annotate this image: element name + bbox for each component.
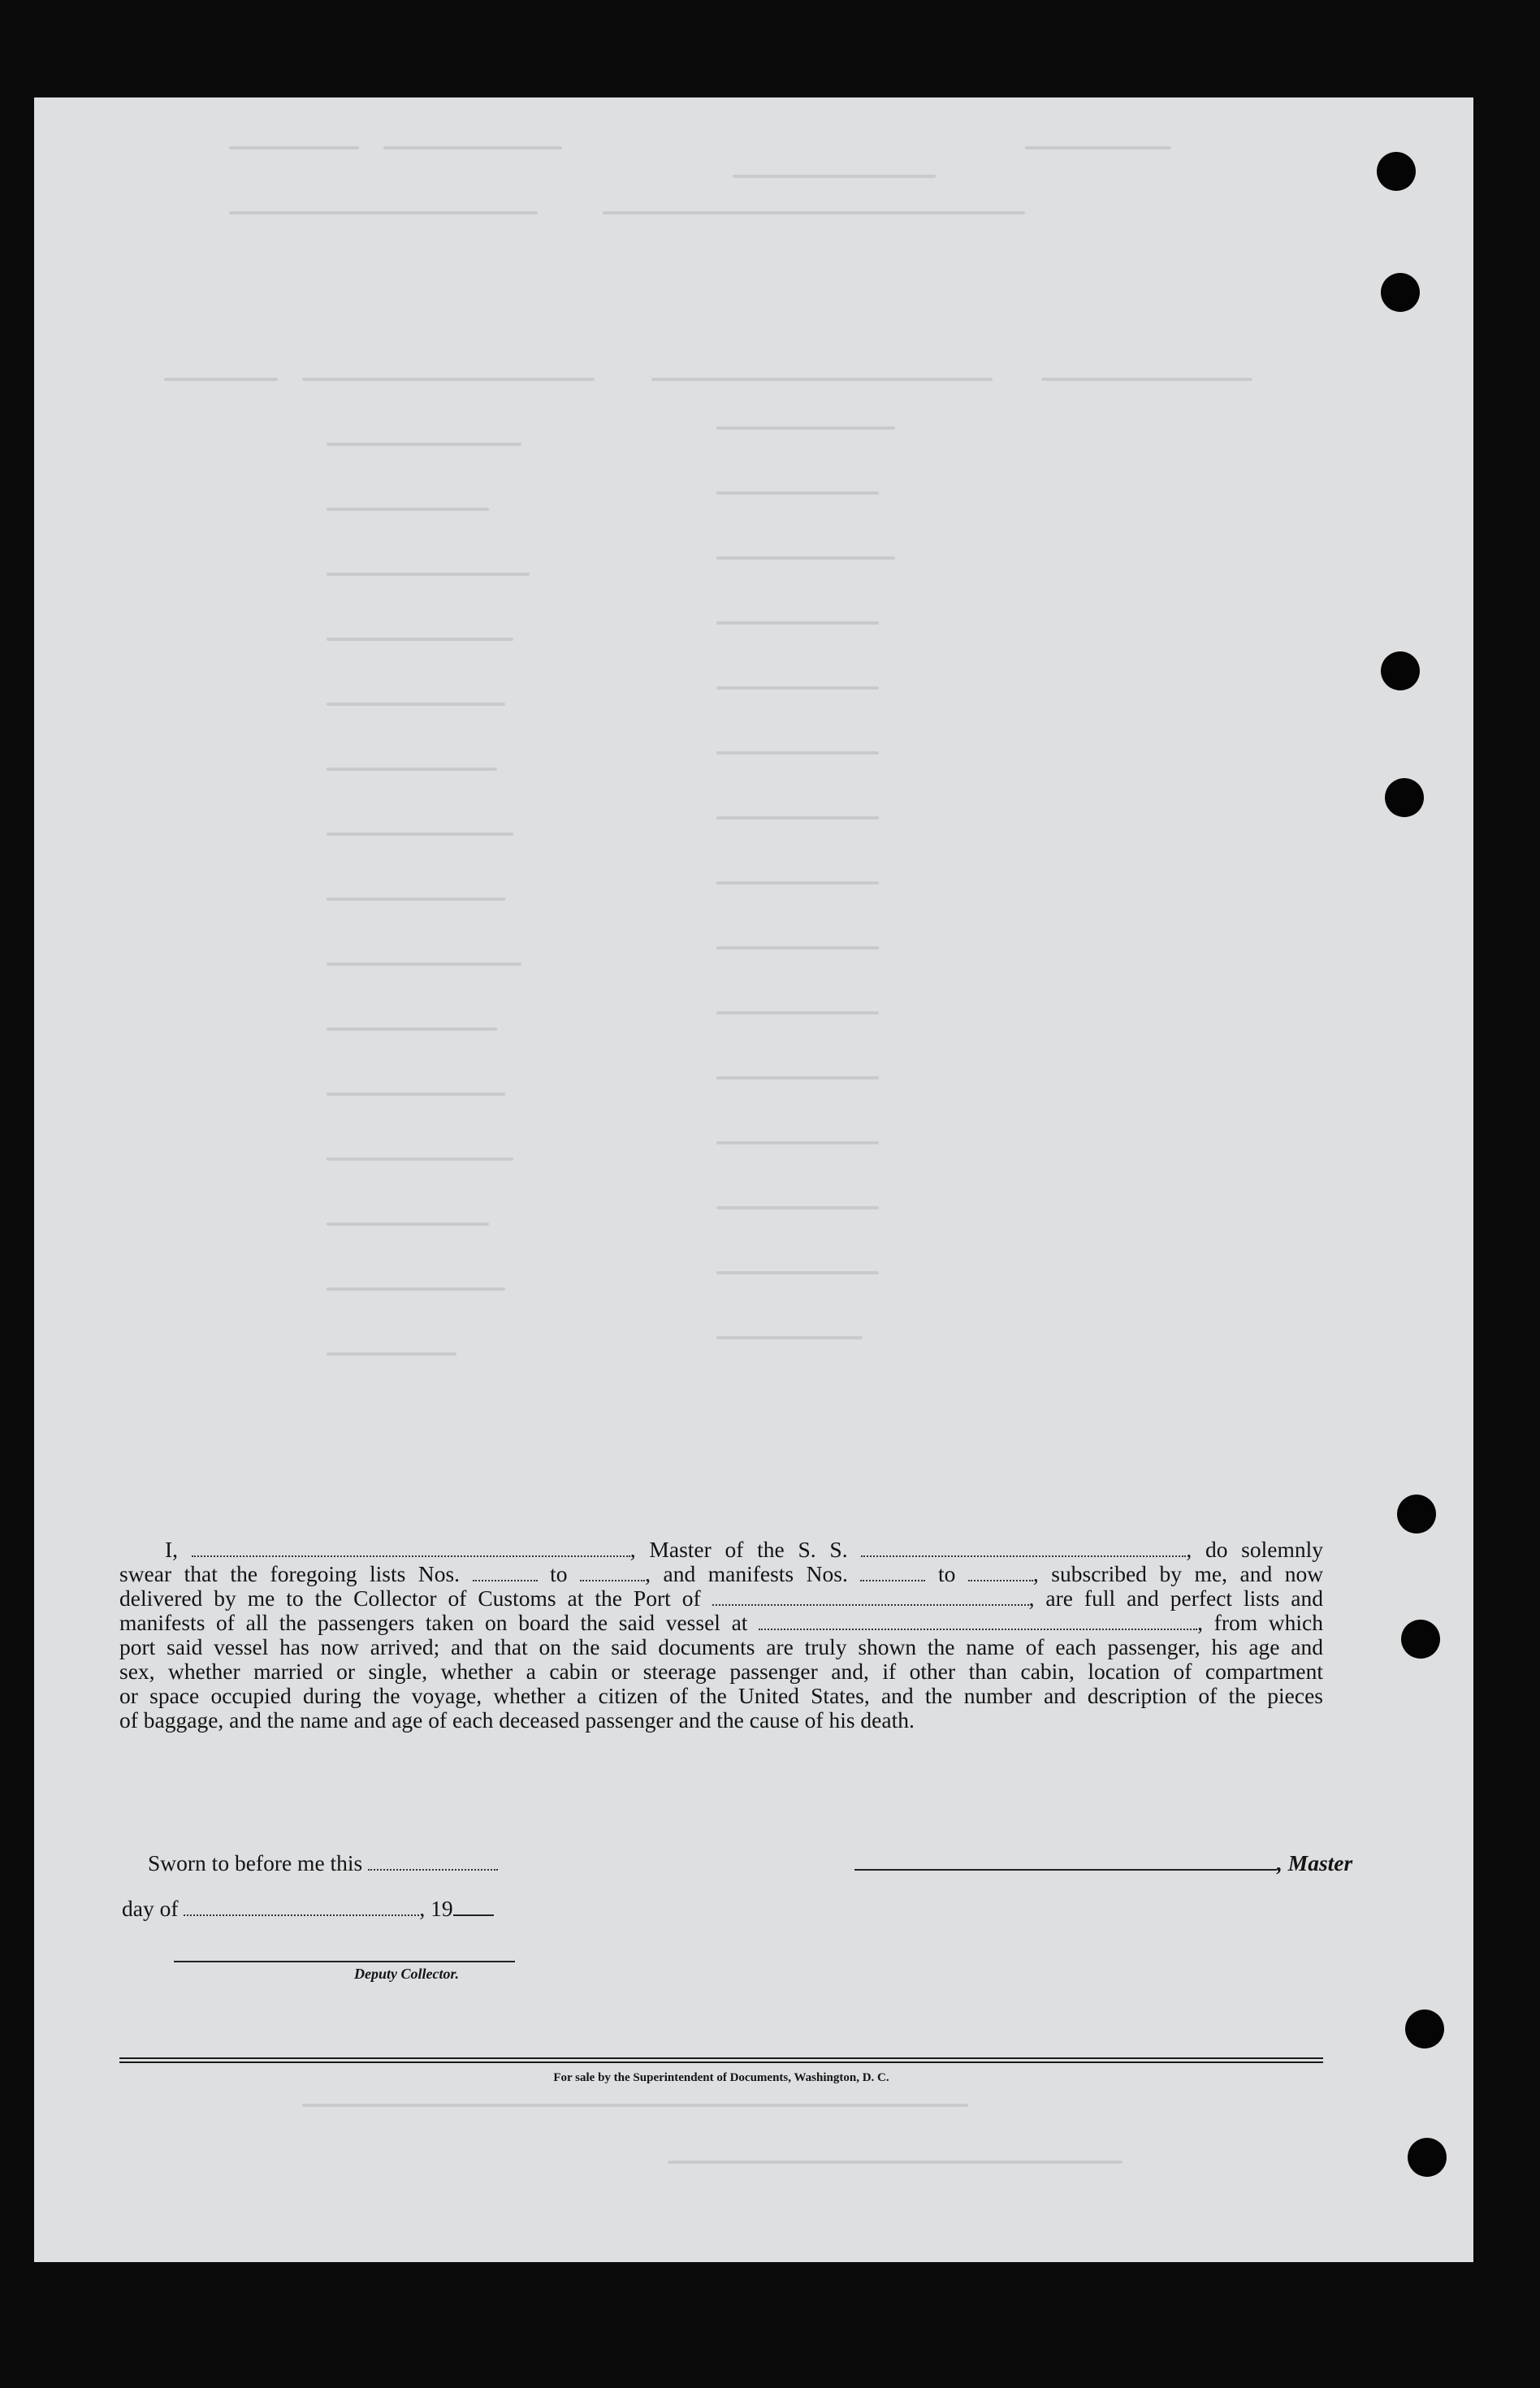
oath-line-2 xyxy=(119,1562,1323,1586)
oath-line-2-manifests: , and manifests Nos. xyxy=(645,1561,848,1586)
punch-hole-7 xyxy=(1405,2009,1444,2048)
oath-line-3-start: delivered by me to the Collector of Customs at the Port of xyxy=(119,1586,701,1611)
sworn-label: Sworn to before me this xyxy=(148,1850,363,1875)
oath-line-2-to-2: to xyxy=(937,1561,956,1586)
deputy-signature-line xyxy=(174,1961,515,1962)
oath-line-5: port said vessel has now arrived; and that on the said documents are truly shown the name of each passenger, his age and xyxy=(119,1634,1323,1659)
punch-hole-8 xyxy=(1408,2138,1447,2177)
oath-line-1-middle: , Master of the S. S. xyxy=(629,1537,848,1562)
month-blank xyxy=(184,1898,419,1916)
oath-line-4-start: manifests of all the passengers taken on board the said vessel at xyxy=(119,1610,748,1635)
punch-hole-1 xyxy=(1377,152,1416,191)
master-signature xyxy=(854,1850,1352,1876)
oath-line-4 xyxy=(119,1611,1323,1635)
oath-line-3 xyxy=(119,1586,1323,1611)
list-to-blank xyxy=(580,1564,645,1581)
master-signature-line xyxy=(854,1853,1277,1871)
list-from-blank xyxy=(473,1564,538,1581)
punch-hole-5 xyxy=(1397,1495,1436,1534)
punch-hole-2 xyxy=(1381,273,1420,312)
oath-line-7: or space occupied during the voyage, whether a citizen of the United States, and the number and description of the pieces xyxy=(119,1683,1323,1708)
footer-rule-bottom xyxy=(119,2061,1323,2063)
port-name-blank xyxy=(712,1588,1029,1606)
punch-hole-3 xyxy=(1381,651,1420,690)
footer-rule-top xyxy=(119,2057,1323,2059)
punch-hole-4 xyxy=(1385,778,1424,817)
manifest-page xyxy=(34,97,1473,2262)
departure-port-blank xyxy=(759,1612,1197,1630)
year-label: , 19 xyxy=(419,1896,453,1921)
oath-line-4-end: , from which xyxy=(1197,1610,1323,1635)
master-name-blank xyxy=(192,1539,630,1557)
day-of-statement xyxy=(122,1896,494,1922)
oath-line-2-start: swear that the foregoing lists Nos. xyxy=(119,1561,461,1586)
master-label: , Master xyxy=(1277,1850,1353,1875)
sworn-statement xyxy=(148,1850,498,1876)
year-blank xyxy=(453,1898,494,1916)
manifest-to-blank xyxy=(968,1564,1033,1581)
oath-line-8: of baggage, and the name and age of each deceased passenger and the cause of his death. xyxy=(119,1707,915,1733)
deputy-collector-label: Deputy Collector. xyxy=(354,1966,459,1982)
master-oath-paragraph xyxy=(119,1538,1323,1733)
oath-line-2-to: to xyxy=(550,1561,568,1586)
for-sale-notice: For sale by the Superintendent of Documents, Washington, D. C. xyxy=(553,2071,889,2084)
oath-line-1-start: I, xyxy=(165,1537,179,1562)
punch-hole-6 xyxy=(1401,1620,1440,1659)
manifest-from-blank xyxy=(860,1564,925,1581)
oath-line-6: sex, whether married or single, whether a cabin or steerage passenger and, if other than cabin, location of compartment xyxy=(119,1659,1323,1684)
oath-line-1-end: , do solemnly xyxy=(1186,1537,1324,1562)
faded-bleed-through-text xyxy=(34,97,1473,2262)
oath-line-1 xyxy=(119,1538,1323,1562)
oath-line-3-end: , are full and perfect lists and xyxy=(1028,1586,1324,1611)
oath-line-2-end: , subscribed by me, and now xyxy=(1032,1561,1324,1586)
day-of-label: day of xyxy=(122,1896,179,1921)
vessel-name-blank xyxy=(861,1539,1186,1557)
sworn-day-blank xyxy=(368,1853,498,1871)
